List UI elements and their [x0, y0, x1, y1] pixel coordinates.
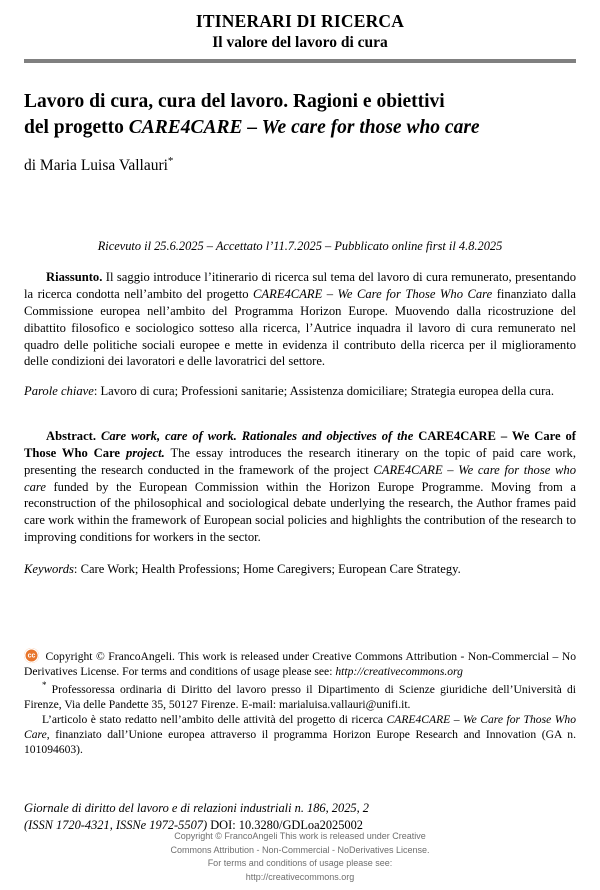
article-title-line-1: Lavoro di cura, cura del lavoro. Ragioni e obiettivi [24, 91, 445, 113]
author-affiliation-footnote [24, 680, 576, 713]
abstract-italian [24, 269, 576, 400]
abstract-english-title-italic-end: project. [120, 445, 165, 460]
series-title: ITINERARI DI RICERCA [195, 11, 405, 31]
copyright-footnote [24, 645, 576, 680]
keywords-english-value: : Care Work; Health Professions; Home Caregivers; European Care Strategy. [73, 561, 461, 576]
watermark-line-2: Commons Attribution - Non-Commercial - NoDerivatives License. [170, 844, 430, 855]
author-byline [24, 154, 576, 176]
author-affiliation-marker: * [42, 679, 47, 690]
copyright-footnote-text: Copyright © FrancoAngeli. This work is released under Creative Commons Attribution - Non-Commercial – No Derivatives License. For terms and conditions of usage please see: [24, 650, 576, 678]
abstract-english-project: CARE4CARE – We care for those who care [24, 462, 576, 494]
journal-citation-line-1: Giornale di diritto del lavoro e di relazioni industriali n. 186, 2025, 2 [24, 801, 369, 815]
abstract-english-body-2: funded by the European Commission within the Horizon Europe Programme. Moving from a reconstruction of the philosophical and sociological debate underlying the research, the Author frames paid care work within the framework of European social policies and highlights the contribution of the research to improving conditions for workers in the sector. [24, 479, 576, 544]
copyright-watermark [0, 830, 600, 885]
funding-footnote [24, 713, 576, 758]
creative-commons-link[interactable]: http://creativecommons.org [335, 664, 463, 678]
abstract-english [24, 428, 576, 578]
author-affiliation-text: Professoressa ordinaria di Diritto del lavoro presso il Dipartimento di Scienze giuridiche dell’Università di Firenze, Via delle Pandette 35, 50127 Firenze. E-mail: marialuisa.vallauri@unifi.it. [24, 682, 576, 711]
page-title [24, 89, 576, 140]
publication-dates: Ricevuto il 25.6.2025 – Accettato l’11.7.2025 – Pubblicato online first il 4.8.2025 [97, 239, 503, 254]
abstract-italian-body-2: finanziato dalla Commissione europea nell’ambito del Programma Horizon Europe. Muovendo dalla ricostruzione del dibattito filosofico e sociologico sotteso alla ricerca, l’Autrice inquadra il lavoro di cura remunerato nel quadro delle politiche sociali europee e mette in evidenza il contributo della ricerca per il miglioramento delle condizioni dei lavoratori e delle lavoratrici del settore. [24, 287, 577, 369]
abstract-italian-project: CARE4CARE – We Care for Those Who Care [253, 287, 493, 302]
journal-header [24, 0, 576, 53]
abstract-english-body-1: The essay introduces the research itinerary on the topic of paid care work, presenting the research conducted in the framework of the project [24, 445, 576, 477]
funding-footnote-text-1: L’articolo è stato redatto nell’ambito delle attività del progetto di ricerca [42, 712, 387, 726]
article-title-line-2-plain: del progetto [24, 117, 129, 139]
abstract-italian-body-1: Il saggio introduce l’itinerario di ricerca sul tema del lavoro di cura remunerato, presentando la ricerca condotta nell’ambito del progetto [24, 270, 576, 302]
keywords-italian [24, 383, 576, 400]
journal-issn: (ISSN 1720-4321, ISSNe 1972-5507) [24, 817, 208, 832]
keywords-english-label: Keywords [24, 561, 74, 576]
journal-citation [24, 800, 369, 833]
keywords-italian-value: : Lavoro di cura; Professioni sanitarie; Assistenza domiciliare; Strategia europea della cura. [93, 384, 555, 399]
journal-doi[interactable]: DOI: 10.3280/GDLoa2025002 [207, 817, 363, 832]
abstract-italian-paragraph [24, 269, 576, 370]
keywords-english [24, 561, 576, 578]
watermark-line-3: For terms and conditions of usage please see: [207, 858, 393, 869]
title-block [24, 89, 576, 176]
keywords-italian-label: Parole chiave [24, 384, 94, 399]
article-title-line-2-project: CARE4CARE – We care for those who care [128, 117, 480, 139]
footnote-block [24, 645, 576, 758]
series-subtitle: Il valore del lavoro di cura [212, 34, 388, 52]
abstract-english-label: Abstract. [46, 429, 97, 444]
author-name: di Maria Luisa Vallauri [24, 157, 168, 175]
funding-footnote-project: CARE4CARE – We Care for Those Who Care [24, 712, 577, 741]
creative-commons-icon [24, 648, 39, 663]
abstract-italian-label: Riassunto. [46, 270, 103, 285]
watermark-line-4: http://creativecommons.org [245, 872, 355, 883]
abstract-english-title-italic: Care work, care of work. Rationales and objectives of the [96, 429, 419, 444]
author-footnote-marker: * [167, 154, 174, 167]
watermark-line-1: Copyright © FrancoAngeli This work is released under Creative [174, 831, 426, 841]
abstract-english-paragraph [24, 428, 576, 546]
funding-footnote-text-2: , finanziato dall’Unione europea attraverso il programma Horizon Europe Research and Innovation (GA n. 101094603). [24, 727, 576, 756]
header-divider [24, 59, 576, 63]
abstract-english-title-bold: CARE4CARE – We Care of Those Who Care [24, 429, 576, 460]
